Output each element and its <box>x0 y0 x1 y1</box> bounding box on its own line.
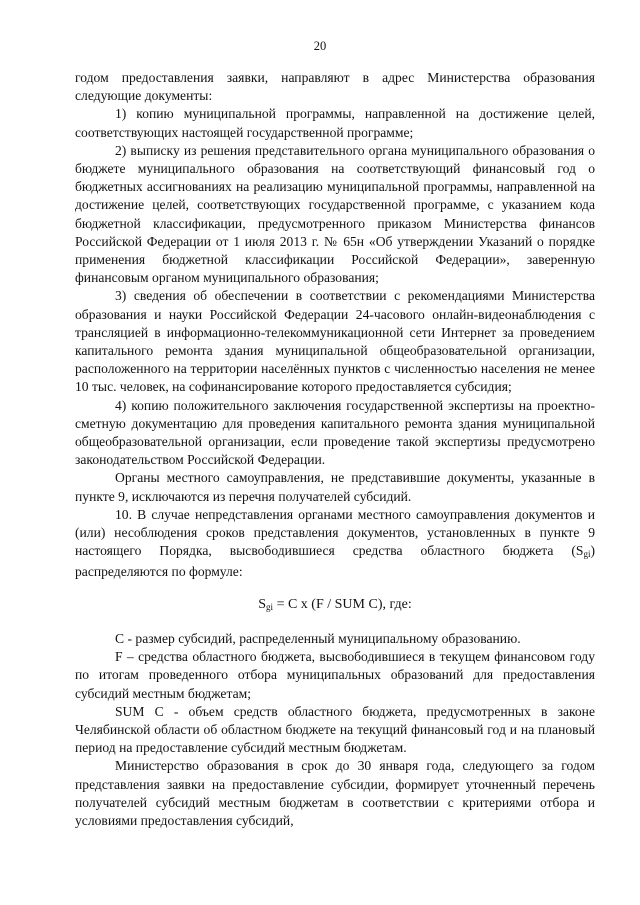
paragraph-10-tail: ) распределяются по формуле: <box>75 543 595 580</box>
paragraph-exclusion: Органы местного самоуправления, не представившие документы, указанные в пункте 9, исключаются из перечня получателей субсидий. <box>75 470 595 504</box>
paragraph-item-1: 1) копию муниципальной программы, направленной на достижение целей, соответствующих настоящей государственной программе; <box>75 106 595 140</box>
formula <box>75 596 595 616</box>
paragraph-10 <box>75 506 595 582</box>
formula-subscript: gi <box>266 601 274 612</box>
formula-lhs: S <box>258 596 267 612</box>
definition-c: С - размер субсидий, распределенный муниципальному образованию. <box>115 630 521 646</box>
document-body <box>75 69 595 830</box>
paragraph-intro: годом предоставления заявки, направляют в адрес Министерства образования следующие документы: <box>75 70 595 104</box>
formula-rhs: = C x (F / SUM C), где: <box>273 596 412 612</box>
paragraph-10-text: 10. В случае непредставления органами местного самоуправления документов и (или) несоблюдения сроков представления документов, установленных в пункте 9 настоящего Порядка, высвободившиеся средства областного бюджета (S <box>75 506 595 559</box>
paragraph-10-subscript: gi <box>583 549 591 560</box>
definition-sum-c: SUM C - объем средств областного бюджета, предусмотренных в законе Челябинской области об областном бюджете на текущий финансовый год и на плановый период на предоставление субсидий местным бюджетам. <box>75 703 595 756</box>
page-number: 20 <box>313 39 327 53</box>
paragraph-ministry: Министерство образования в срок до 30 января года, следующего за годом представления заявки на предоставление субсидии, формирует уточненный перечень получателей субсидий местным бюджетам в соответствии с критериями отбора и условиями предоставления субсидий, <box>75 758 595 828</box>
paragraph-item-2: 2) выписку из решения представительного органа муниципального образования о бюджете муниципального образования на соответствующий финансовый год о бюджетных ассигнованиях на реализацию муниципальной программы, направленной на достижение целей, соответствующих государственной программе, с указанием кода бюджетной классификации, предусмотренного приказом Министерства финансов Российской Федерации от 1 июля 2013 г. № 65н «Об утверждении Указаний о порядке применения бюджетной классификации Российской Федерации», заверенную финансовым органом муниципального образования; <box>75 142 595 286</box>
paragraph-item-3: 3) сведения об обеспечении в соответствии с рекомендациями Министерства образования и науки Российской Федерации 24-часового онлайн-видеонаблюдения с трансляцией в информационно-телекоммуникационной сети Интернет за проведением капитального ремонта здания муниципальной общеобразовательной организации, расположенного на территории населённых пунктов с численностью населения не менее 10 тыс. человек, на софинансирование которого предоставляется субсидия; <box>75 288 595 395</box>
definition-f: F – средства областного бюджета, высвободившиеся в текущем финансовом году по итогам проведенного отбора муниципальных образований для предоставления субсидий местным бюджетам; <box>75 649 595 701</box>
paragraph-item-4: 4) копию положительного заключения государственной экспертизы на проектно-сметную документацию для проведения капитального ремонта здания муниципальной общеобразовательной организации, если проведение такой экспертизы предусмотрено законодательством Российской Федерации. <box>75 397 595 468</box>
